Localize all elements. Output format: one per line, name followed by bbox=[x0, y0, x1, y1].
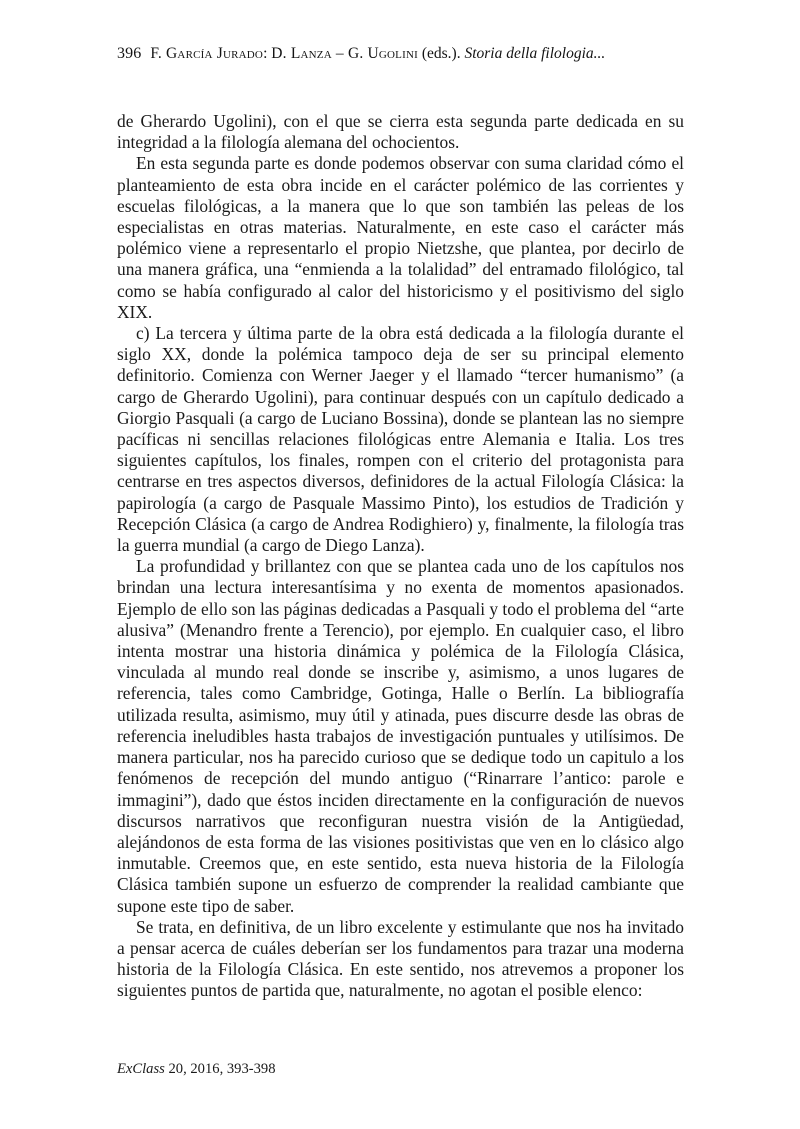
running-head-editors: D. Lanza – G. Ugolini bbox=[271, 45, 418, 62]
running-head-authors: F. García Jurado bbox=[150, 45, 264, 62]
paragraph: c) La tercera y última parte de la obra está dedicada a la filología durante el siglo XX, donde la polémica tampoco deja de ser su principal elemento definitorio. Comienza con Werner Jaeger y el llamado “tercer humanismo” (a cargo de Gherardo Ugolini), para continuar después con un capítulo dedicado a Giorgio Pasquali (a cargo de Luciano Bossina), donde se plantean las no siempre pacíficas ni sencillas relaciones filológicas entre Alemania e Italia. Los tres siguientes capítulos, los finales, rompen con el criterio del protagonista para centrarse en tres aspectos diversos, definidores de la actual Filología Clásica: la papirología (a cargo de Pasquale Massimo Pinto), los estudios de Tradición y Recepción Clásica (a cargo de Andrea Rodighiero) y, finalmente, la filología tras la guerra mundial (a cargo de Diego Lanza). bbox=[117, 323, 684, 556]
running-head-editors-note: (eds.). bbox=[421, 45, 461, 62]
footer-citation: 20, 2016, 393-398 bbox=[164, 1061, 276, 1077]
paragraph: Se trata, en definitiva, de un libro excelente y estimulante que nos ha invitado a pensar acerca de cuáles deberían ser los fundamentos para trazar una moderna historia de la Filología Clásica. En este sentido, nos atrevemos a proponer los siguientes puntos de partida que, naturalmente, no agotan el posible elenco: bbox=[117, 916, 684, 1001]
footer-journal-name: ExClass bbox=[117, 1061, 165, 1077]
running-head bbox=[117, 44, 684, 64]
page-footer bbox=[117, 1060, 276, 1078]
body-text-block bbox=[117, 111, 684, 1002]
running-head-separator: : bbox=[263, 45, 268, 62]
paragraph: La profundidad y brillantez con que se plantea cada uno de los capítulos nos brindan una lectura interesantísima y no exenta de momentos apasionados. Ejemplo de ello son las páginas dedicadas a Pasquali y todo el problema del “arte alusiva” (Menandro frente a Terencio), por ejemplo. En cualquier caso, el libro intenta mostrar una historia dinámica y polémica de la Filología Clásica, vinculada al mundo real donde se inscribe y, asimismo, a unos lugares de referencia, tales como Cambridge, Gotinga, Halle o Berlín. La bibliografía utilizada resulta, asimismo, muy útil y atinada, pues discurre desde las obras de referencia ineludibles hasta trabajos de investigación puntuales y utilísimos. De manera particular, nos ha parecido curioso que se dedique todo un capitulo a los fenómenos de recepción del mundo antiguo (“Rinarrare l’antico: parole e immagini”), dado que éstos inciden directamente en la configuración de nuevos discursos narrativos que reconfiguran nuestra visión de la Antigüedad, alejándonos de esta forma de las visiones positivistas que ven en lo clásico algo inmutable. Creemos que, en este sentido, esta nueva historia de la Filología Clásica también supone un esfuerzo de comprender la realidad cambiante que supone este tipo de saber. bbox=[117, 556, 684, 916]
running-head-folio: 396 bbox=[117, 45, 142, 62]
paragraph: En esta segunda parte es donde podemos observar con suma claridad cómo el planteamiento de esta obra incide en el carácter polémico de las corrientes y escuelas filológicas, a la manera que lo que son también las peleas de los especialistas en otras materias. Naturalmente, en este caso el carácter más polémico viene a representarlo el propio Nietzshe, que plantea, por decirlo de una manera gráfica, una “enmienda a la tolalidad” del entramado filológico, tal como se había configurado al calor del historicismo y el positivismo del siglo XIX. bbox=[117, 153, 684, 322]
paragraph: de Gherardo Ugolini), con el que se cierra esta segunda parte dedicada en su integridad a la filología alemana del ochocientos. bbox=[117, 111, 684, 153]
running-head-title: Storia della filologia... bbox=[464, 45, 606, 62]
